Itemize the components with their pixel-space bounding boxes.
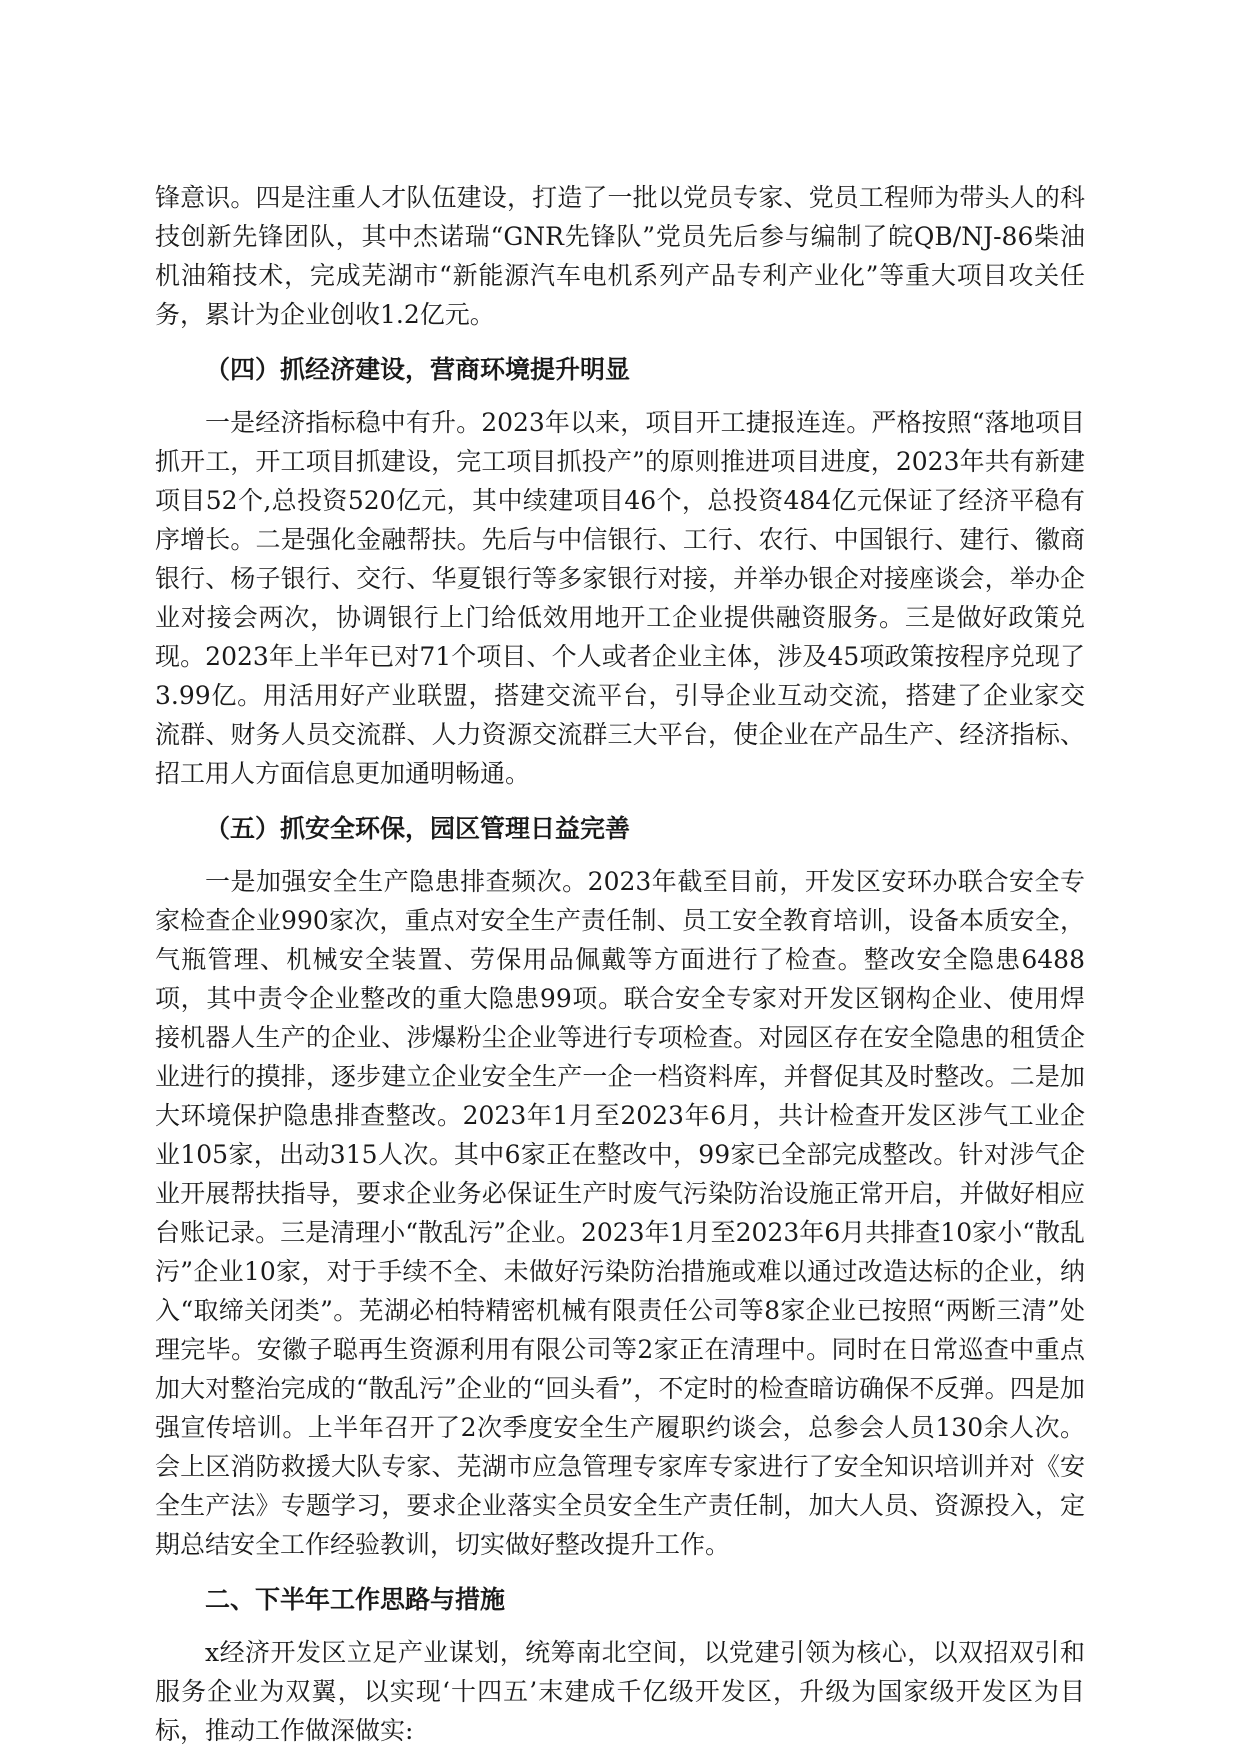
- section-heading-4: （四）抓经济建设，营商环境提升明显: [205, 355, 631, 384]
- paragraph-safety: 一是加强安全生产隐患排查频次。2023年截至目前，开发区安环办联合安全专家检查企业990家次，重点对安全生产责任制、员工安全教育培训，设备本质安全，气瓶管理、机械安全装置、劳保用品佩戴等方面进行了检查。整改安全隐患6488项，其中责令企业整改的重大隐患99项。联合安全专家对开发区钢构企业、使用焊接机器人生产的企业、涉爆粉尘企业等进行专项检查。对园区存在安全隐患的租赁企业进行的摸排，逐步建立企业安全生产一企一档资料库，并督促其及时整改。二是加大环境保护隐患排查整改。2023年1月至2023年6月，共计检查开发区涉气工业企业105家，出动315人次。其中6家正在整改中，99家已全部完成整改。针对涉气企业开展帮扶指导，要求企业务必保证生产时废气污染防治设施正常开启，并做好相应台账记录。三是清理小“散乱污”企业。2023年1月至2023年6月共排查10家小“散乱污”企业10家，对于手续不全、未做好污染防治措施或难以通过改造达标的企业，纳入“取缔关闭类”。芜湖必柏特精密机械有限责任公司等8家企业已按照“两断三清”处理完毕。安徽子聪再生资源利用有限公司等2家正在清理中。同时在日常巡查中重点加大对整治完成的“散乱污”企业的“回头看”，不定时的检查暗访确保不反弹。四是加强宣传培训。上半年召开了2次季度安全生产履职约谈会，总参会人员130余人次。会上区消防救援大队专家、芜湖市应急管理专家库专家进行了安全知识培训并对《安全生产法》专题学习，要求企业落实全员安全生产责任制，加大人员、资源投入，定期总结安全工作经验教训，切实做好整改提升工作。: [155, 867, 1085, 1559]
- document-body: [155, 178, 1085, 1750]
- part-heading-2: 二、下半年工作思路与措施: [205, 1585, 506, 1614]
- paragraph-plan: x经济开发区立足产业谋划，统筹南北空间，以党建引领为核心，以双招双引和服务企业为双翼，以实现‘十四五’末建成千亿级开发区，升级为国家级开发区为目标，推动工作做深做实:: [155, 1638, 1085, 1745]
- paragraph-continuation: 锋意识。四是注重人才队伍建设，打造了一批以党员专家、党员工程师为带头人的科技创新先锋团队，其中杰诺瑞“GNR先锋队”党员先后参与编制了皖QB/NJ-86柴油机油箱技术，完成芜湖市“新能源汽车电机系列产品专利产业化”等重大项目攻关任务，累计为企业创收1.2亿元。: [155, 183, 1085, 329]
- section-heading-5: （五）抓安全环保，园区管理日益完善: [205, 814, 631, 843]
- paragraph-economy: 一是经济指标稳中有升。2023年以来，项目开工捷报连连。严格按照“落地项目抓开工，开工项目抓建设，完工项目抓投产”的原则推进项目进度，2023年共有新建项目52个,总投资520亿元，其中续建项目46个，总投资484亿元保证了经济平稳有序增长。二是强化金融帮扶。先后与中信银行、工行、农行、中国银行、建行、徽商银行、杨子银行、交行、华夏银行等多家银行对接，并举办银企对接座谈会，举办企业对接会两次，协调银行上门给低效用地开工企业提供融资服务。三是做好政策兑现。2023年上半年已对71个项目、个人或者企业主体，涉及45项政策按程序兑现了3.99亿。用活用好产业联盟，搭建交流平台，引导企业互动交流，搭建了企业家交流群、财务人员交流群、人力资源交流群三大平台，使企业在产品生产、经济指标、招工用人方面信息更加通明畅通。: [155, 408, 1085, 788]
